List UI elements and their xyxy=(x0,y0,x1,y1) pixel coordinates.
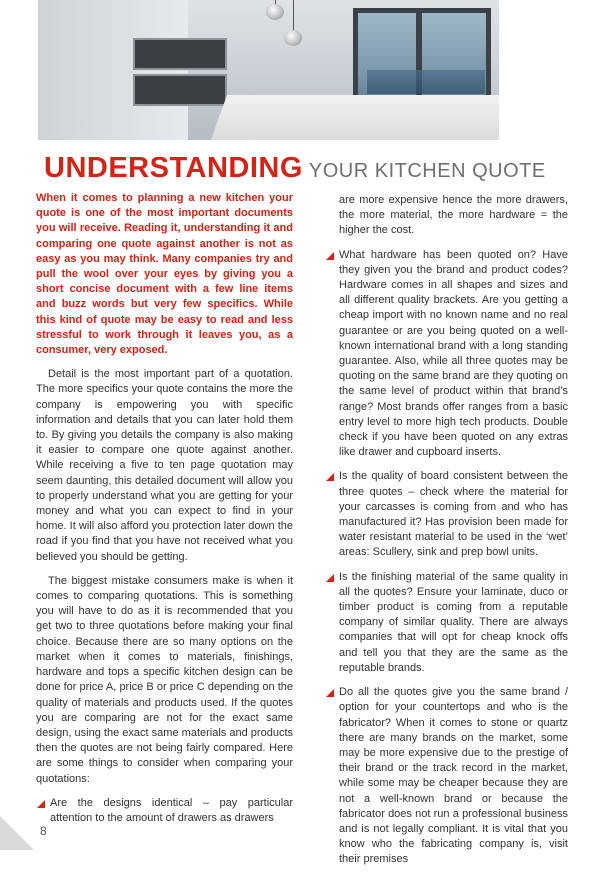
bullet-triangle-icon xyxy=(326,574,334,582)
bullet-triangle-icon xyxy=(326,473,334,481)
bullet-item xyxy=(325,570,568,676)
title-sub: YOUR KITCHEN QUOTE xyxy=(308,160,546,182)
pendant-wire xyxy=(293,0,294,32)
page-corner-decoration xyxy=(0,816,34,850)
oven xyxy=(133,74,227,106)
bullet-text: What hardware has been quoted on? Have they given you the brand and product codes? Hardware comes in all shapes and sizes and all different quality brackets. Are you getting a cheap import with no known name and no real guarantee or are you being quoted on a well-known international brand with a long standing guarantee. Also, while all three quotes may be quoting on the same brand are they quoting on the same level of product within that brand’s range? Most brands offer ranges from a basic entry level to more high tech products. Double check if you have been quoted on any extras like drawer and cupboard inserts. xyxy=(339,248,568,459)
bullet-text: Do all the quotes give you the same brand / option for your countertops and who is the fabricator? When it comes to stone or quartz there are many brands on the market, some may be more expensive due to the prestige of their brand or the track record in the market, while some may be cheaper because they are not a well-known brand or because the fabricator does not run a professional business and is not legally compliant. It is vital that you know who the fabricating company is, visit their premises xyxy=(339,686,568,866)
bullet-text: are more expensive hence the more drawers, the more material, the more hardware = the higher the cost. xyxy=(339,194,568,237)
title-main: UNDERSTANDING xyxy=(44,152,303,184)
bullet-item xyxy=(325,248,568,461)
intro-paragraph: When it comes to planning a new kitchen your quote is one of the most important documents you will receive. Reading it, understanding it and comparing one quote against another is not as easy as you may think. Many companies try and pull the wool over your eyes by giving you a short concise document with a few line items and buzz words but very few specifics. While this kind of quote may be easy to read and less stressful to work through it leaves you, as a consumer, very exposed. xyxy=(36,192,293,357)
marble-island xyxy=(209,95,499,140)
sea-view xyxy=(367,70,485,94)
right-column xyxy=(325,193,568,877)
bullet-continuation xyxy=(325,193,568,239)
bullet-item xyxy=(325,685,568,867)
pendant-lamp xyxy=(266,4,284,20)
bullet-triangle-icon xyxy=(326,252,334,260)
bullet-triangle-icon xyxy=(37,800,45,808)
bullet-text: Is the finishing material of the same quality in all the quotes? Ensure your laminate, duco or timber product is coming from a reputable company of similar quality. There are always companies that will opt for cheap knock offs and tell you that they are the same as the reputable brands. xyxy=(339,570,568,674)
bullet-triangle-icon xyxy=(326,689,334,697)
body-paragraph: The biggest mistake consumers make is when it comes to comparing quotations. This is something you will have to do as it is recommended that you get two to three quotations before making your final choice. Because there are so many options on the market when it comes to materials, finishings, hardware and tops a specific kitchen design can be done for price A, price B or price C depending on the quality of materials and products used. If the quotes you are comparing are not for the exact same design, using the exact same materials and products then the quotes are not being fairly compared. Here are some things to consider when comparing your quotations: xyxy=(36,574,293,785)
kitchen-photo xyxy=(38,0,499,140)
body-paragraph: Detail is the most important part of a quotation. The more specifics your quote contains the more the company is empowering you with specific information and details that you can later hold them to. By giving you details the company is also making it easier to compare one quote against another. While receiving a five to ten page quotation may seem daunting, this detailed document will allow you to properly understand what you are getting for your money and what you can expect to find in your home. It will also afford you protection later down the road if you find that you have not received what you believed you should be getting. xyxy=(36,368,293,563)
page-number: 8 xyxy=(40,824,47,838)
cabinet-wall xyxy=(38,0,188,140)
bullet-text: Are the designs identical – pay particular attention to the amount of drawers as drawers xyxy=(50,796,293,824)
pendant-lamp xyxy=(284,30,302,46)
page-title xyxy=(44,152,564,188)
oven xyxy=(133,38,227,70)
left-column xyxy=(36,191,293,835)
bullet-item xyxy=(36,796,293,826)
bullet-text: Is the quality of board consistent between the three quotes – check where the material for your carcasses is coming from and who has manufactured it? Has provision been made for water resistant material to be used in the ‘wet’ areas: Scullery, sink and prep bowl units. xyxy=(339,470,568,559)
bullet-item xyxy=(325,469,568,560)
